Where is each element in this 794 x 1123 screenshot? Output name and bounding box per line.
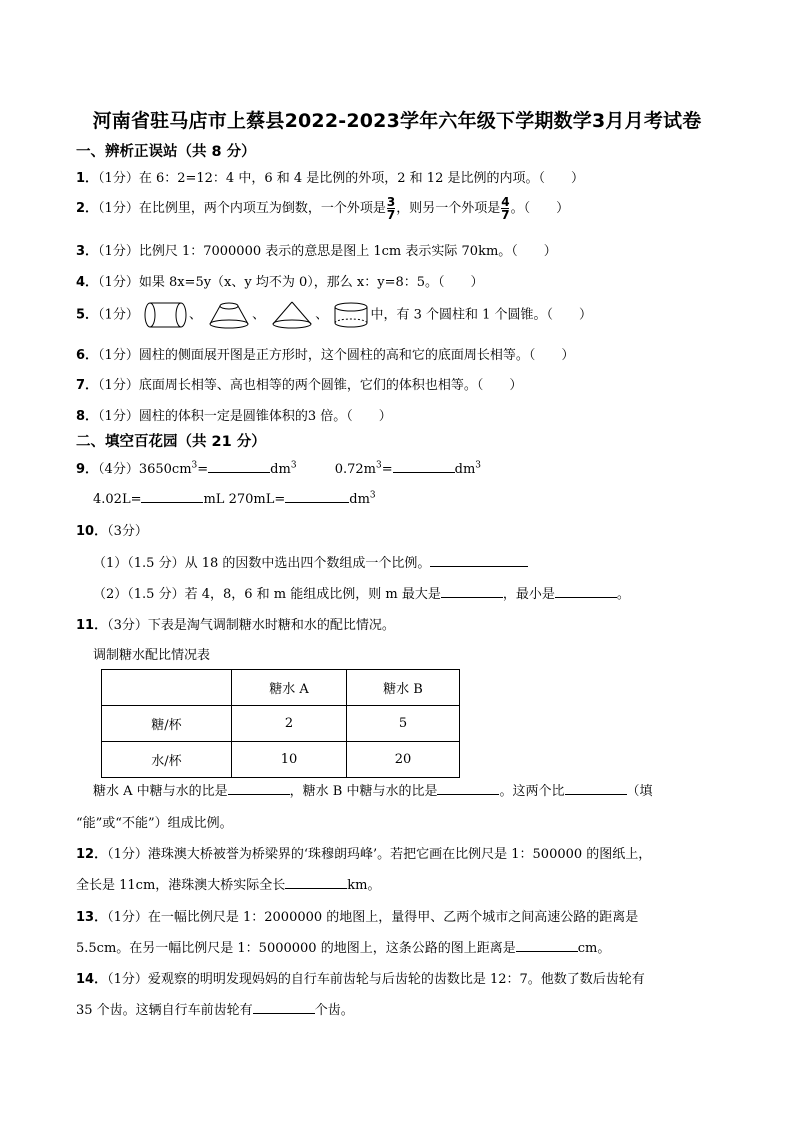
table-header-row	[102, 670, 460, 706]
answer-blank[interactable]	[555, 584, 617, 598]
question-text: ，则另一个外项是	[396, 201, 501, 216]
question-text: 中，有 3 个圆柱和 1 个圆锥。（ ）	[370, 307, 593, 323]
question-10-sub-2	[93, 583, 630, 602]
cylinder-short-icon	[332, 300, 370, 330]
question-points: （3分）	[107, 524, 148, 539]
question-number: 7．	[76, 378, 99, 393]
question-text: （1分）爱观察的明明发现妈妈的自行车前齿轮与后齿轮的齿数比是 12：7。他数了数后齿轮有	[107, 972, 645, 987]
question-text: 35 个齿。这辆自行车前齿轮有	[76, 1003, 253, 1018]
question-text: （1分）在 6：2=12：4 中，6 和 4 是比例的外项，2 和 12 是比例的内项。（ ）	[98, 171, 584, 186]
question-4	[76, 271, 484, 290]
answer-blank[interactable]	[208, 459, 270, 473]
question-2	[76, 196, 569, 221]
table-header-cell	[102, 670, 232, 706]
table-header-cell: 糖水 A	[232, 670, 347, 706]
table-row	[102, 706, 460, 742]
superscript: 3	[475, 460, 482, 471]
table-header-cell: 糖水 B	[347, 670, 460, 706]
question-11-followup-line-1	[93, 780, 653, 799]
question-text: 3650cm	[138, 462, 192, 477]
question-text: 。这两个比	[499, 784, 565, 799]
question-number: 11．	[76, 618, 108, 633]
question-text: 全长是 11cm，港珠澳大桥实际全长	[76, 878, 286, 893]
cylinder-horizontal-icon	[143, 300, 189, 330]
question-text: （填	[626, 784, 653, 799]
answer-blank[interactable]	[437, 781, 499, 795]
question-12-line-2	[76, 874, 381, 893]
question-text: （1分）	[98, 307, 139, 323]
question-13-line-2	[76, 937, 610, 956]
unit-text: dm	[270, 462, 291, 477]
answer-blank[interactable]	[393, 459, 455, 473]
unit-text: dm	[349, 492, 370, 507]
question-text: 4.02L=	[93, 492, 142, 507]
question-11	[76, 614, 395, 633]
question-text: （1）（1.5 分）从 18 的因数中选出四个数组成一个比例。	[93, 556, 431, 571]
question-number: 6．	[76, 348, 99, 363]
question-number: 10．	[76, 524, 108, 539]
question-5	[76, 300, 592, 330]
question-1	[76, 167, 584, 186]
equals-sign: =	[197, 462, 209, 477]
question-number: 4．	[76, 275, 99, 290]
page-title: 河南省驻马店市上蔡县2022-2023学年六年级下学期数学3月月考试卷	[92, 110, 702, 132]
answer-blank[interactable]	[285, 489, 349, 503]
table-cell: 10	[232, 742, 347, 778]
cone-icon	[269, 300, 315, 330]
question-number: 1．	[76, 171, 99, 186]
answer-blank[interactable]	[441, 584, 503, 598]
question-number: 8．	[76, 409, 99, 424]
table-row	[102, 742, 460, 778]
question-3	[76, 240, 557, 259]
table-cell: 2	[232, 706, 347, 742]
question-text: 。	[616, 587, 630, 602]
question-14-line-2	[76, 999, 354, 1018]
separator: 、	[188, 307, 202, 323]
table-cell: 水/杯	[102, 742, 232, 778]
fraction-numerator: 4	[501, 195, 510, 209]
unit-text: dm	[454, 462, 476, 477]
answer-blank[interactable]	[253, 1000, 315, 1014]
question-text: （1分）比例尺 1：7000000 表示的意思是图上 1cm 表示实际 70km。（ ）	[98, 244, 557, 259]
question-10	[76, 520, 148, 539]
fraction-numerator: 3	[386, 195, 396, 209]
ratio-table	[101, 669, 460, 778]
table-cell: 20	[347, 742, 460, 778]
question-text: 。（ ）	[510, 201, 570, 216]
table-cell: 糖/杯	[102, 706, 232, 742]
question-number: 13．	[76, 910, 108, 925]
question-text: ，糖水 B 中糖与水的比是	[289, 784, 438, 799]
question-text: 5.5cm。在另一幅比例尺是 1：5000000 的地图上，这条公路的图上距离是	[76, 941, 516, 956]
question-text: （1分）在一幅比例尺是 1：2000000 的地图上，量得甲、乙两个城市之间高速公路的距离是	[107, 910, 639, 925]
section-heading-2: 二、填空百花园（共 21 分）	[76, 434, 266, 450]
question-8	[76, 405, 392, 424]
question-14-line-1	[76, 968, 645, 987]
question-13-line-1	[76, 906, 638, 925]
section-heading-1: 一、辨析正误站（共 8 分）	[76, 144, 256, 160]
question-text: km。	[347, 878, 381, 893]
question-text: cm。	[577, 941, 611, 956]
question-7	[76, 374, 522, 393]
answer-blank[interactable]	[141, 489, 203, 503]
question-text: （1分）底面周长相等、高也相等的两个圆锥，它们的体积也相等。（ ）	[98, 378, 523, 393]
question-11-followup-line-2: “能”或“不能”）组成比例。	[76, 816, 233, 831]
question-text: 0.72m	[334, 462, 376, 477]
superscript: 3	[191, 460, 198, 471]
question-text: 个齿。	[314, 1003, 354, 1018]
answer-blank[interactable]	[285, 875, 347, 889]
fraction-denominator: 7	[386, 208, 396, 222]
question-number: 5．	[76, 307, 99, 323]
equals-sign: =	[381, 462, 393, 477]
question-text: （3分）下表是淘气调制糖水时糖和水的配比情况。	[107, 618, 395, 633]
question-text: （2）（1.5 分）若 4，8，6 和 m 能组成比例，则 m 最大是	[93, 587, 441, 602]
question-text: （1分）在比例里，两个内项互为倒数，一个外项是	[98, 201, 386, 216]
question-text: （1分）圆柱的体积一定是圆锥体积的3 倍。（ ）	[98, 409, 392, 424]
answer-blank[interactable]	[228, 781, 290, 795]
superscript: 3	[369, 490, 376, 501]
question-text: 糖水 A 中糖与水的比是	[93, 784, 228, 799]
question-number: 14．	[76, 972, 108, 987]
fraction-4-7	[501, 196, 509, 221]
answer-blank[interactable]	[430, 553, 528, 567]
answer-blank[interactable]	[565, 781, 627, 795]
answer-blank[interactable]	[516, 938, 578, 952]
question-9-line-2	[93, 489, 376, 507]
unit-text: mL 270mL=	[203, 492, 286, 507]
question-10-sub-1	[93, 552, 528, 571]
separator: 、	[252, 307, 266, 323]
question-number: 9．	[76, 462, 99, 477]
superscript: 3	[290, 460, 297, 471]
question-text: （1分）港珠澳大桥被誉为桥梁界的‘珠穆朗玛峰’。若把它画在比例尺是 1：500000 的图纸上，	[107, 847, 652, 862]
question-text: （1分）圆柱的侧面展开图是正方形时，这个圆柱的高和它的底面周长相等。（ ）	[98, 348, 575, 363]
question-number: 12．	[76, 847, 108, 862]
question-6	[76, 344, 574, 363]
question-12-line-1	[76, 843, 651, 862]
question-number: 2．	[76, 201, 99, 216]
question-text: （1分）如果 8x=5y（x、y 均不为 0），那么 x：y=8：5。（ ）	[98, 275, 484, 290]
superscript: 3	[375, 460, 382, 471]
question-number: 3．	[76, 244, 99, 259]
table-cell: 5	[347, 706, 460, 742]
table-caption: 调制糖水配比情况表	[93, 648, 211, 663]
fraction-3-7	[387, 196, 395, 221]
question-9-line-1	[76, 458, 481, 477]
fraction-denominator: 7	[501, 208, 510, 222]
frustum-icon	[206, 300, 252, 330]
separator: 、	[315, 307, 329, 323]
question-points: （4分）	[98, 462, 139, 477]
question-text: ，最小是	[502, 587, 555, 602]
